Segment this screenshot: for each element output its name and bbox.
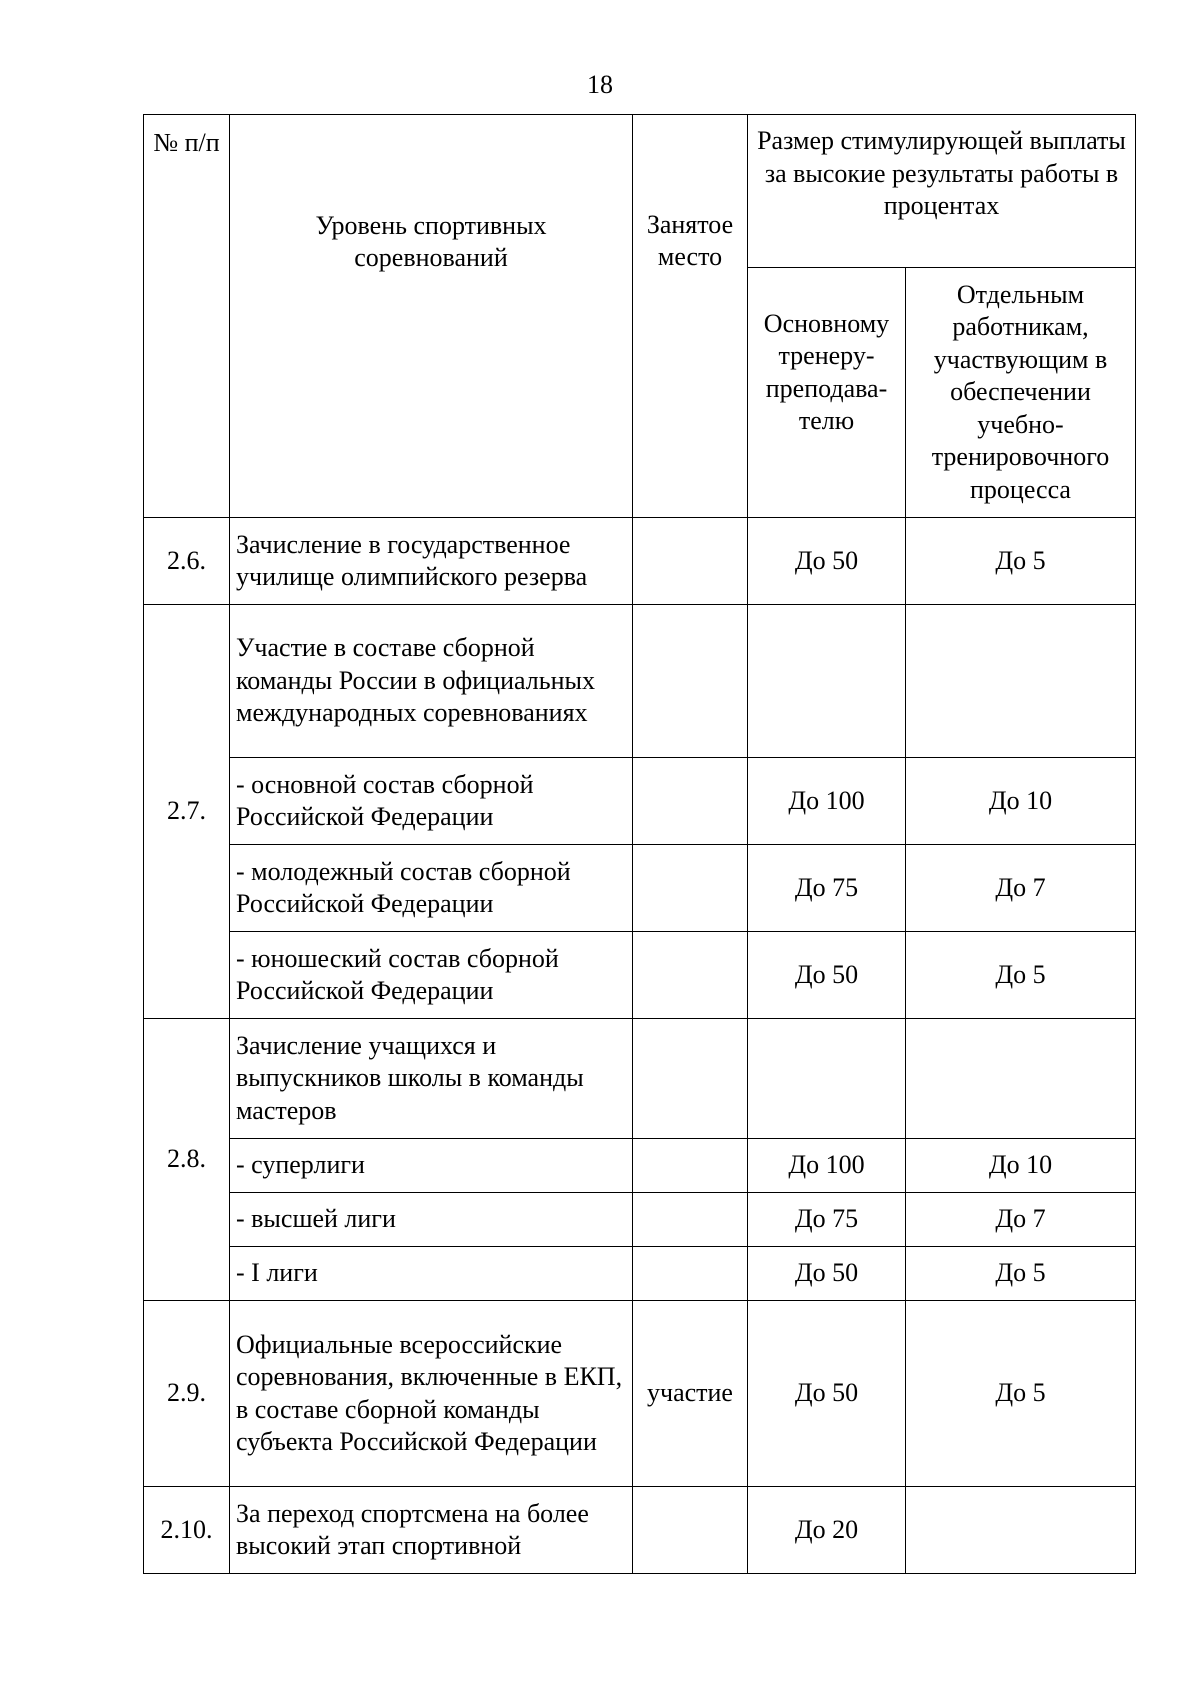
header-num: № п/п — [144, 115, 230, 518]
table-row — [144, 605, 1136, 758]
header-staff: Отдельным работникам, участвующим в обеспечении учебно-тренировочного процесса — [906, 268, 1136, 518]
row-num: 2.10. — [144, 1487, 230, 1574]
row-level: Участие в составе сборной команды России в официальных международных соревнованиях — [230, 605, 633, 758]
row-level: За переход спортсмена на более высокий этап спортивной — [230, 1487, 633, 1574]
row-level: Официальные всероссийские соревнования, включенные в ЕКП, в составе сборной команды субъекта Российской Федерации — [230, 1301, 633, 1487]
row-coach: До 100 — [748, 1139, 906, 1193]
row-place — [633, 1247, 748, 1301]
row-staff: До 5 — [906, 932, 1136, 1019]
row-staff — [906, 1487, 1136, 1574]
row-coach: До 50 — [748, 518, 906, 605]
header-level: Уровень спортивных соревнований — [230, 115, 633, 518]
row-staff: До 7 — [906, 845, 1136, 932]
row-place — [633, 845, 748, 932]
table-row — [144, 758, 1136, 845]
row-coach: До 50 — [748, 932, 906, 1019]
table-row — [144, 1301, 1136, 1487]
row-place — [633, 605, 748, 758]
table-row — [144, 845, 1136, 932]
row-place — [633, 1019, 748, 1139]
row-staff: До 7 — [906, 1193, 1136, 1247]
row-num: 2.7. — [144, 605, 230, 1019]
row-place — [633, 758, 748, 845]
row-num: 2.6. — [144, 518, 230, 605]
row-coach: До 50 — [748, 1301, 906, 1487]
header-size-group: Размер стимулирующей выплаты за высокие результаты работы в процентах — [748, 115, 1136, 268]
row-level: - основной состав сборной Российской Федерации — [230, 758, 633, 845]
header-place: Занятое место — [633, 115, 748, 518]
row-coach: До 75 — [748, 1193, 906, 1247]
row-place — [633, 1487, 748, 1574]
table-header-row — [144, 115, 1136, 268]
row-place: участие — [633, 1301, 748, 1487]
row-level: Зачисление учащихся и выпускников школы в команды мастеров — [230, 1019, 633, 1139]
row-place — [633, 518, 748, 605]
row-coach: До 100 — [748, 758, 906, 845]
row-level: - высшей лиги — [230, 1193, 633, 1247]
row-place — [633, 1139, 748, 1193]
row-level: - юношеский состав сборной Российской Федерации — [230, 932, 633, 1019]
table-row — [144, 1247, 1136, 1301]
row-staff: До 5 — [906, 518, 1136, 605]
row-coach — [748, 605, 906, 758]
row-level: - суперлиги — [230, 1139, 633, 1193]
row-level: - I лиги — [230, 1247, 633, 1301]
row-staff — [906, 1019, 1136, 1139]
row-staff: До 10 — [906, 1139, 1136, 1193]
table-row — [144, 1139, 1136, 1193]
row-level: Зачисление в государственное училище олимпийского резерва — [230, 518, 633, 605]
row-coach: До 20 — [748, 1487, 906, 1574]
table-row — [144, 932, 1136, 1019]
row-level: - молодежный состав сборной Российской Федерации — [230, 845, 633, 932]
header-coach: Основному тренеру-преподава-телю — [748, 268, 906, 518]
table-row — [144, 1487, 1136, 1574]
row-staff: До 5 — [906, 1301, 1136, 1487]
row-place — [633, 932, 748, 1019]
page-number: 18 — [587, 70, 613, 99]
row-staff — [906, 605, 1136, 758]
row-num: 2.8. — [144, 1019, 230, 1301]
row-num: 2.9. — [144, 1301, 230, 1487]
row-coach: До 75 — [748, 845, 906, 932]
table-row — [144, 1193, 1136, 1247]
table-row — [144, 1019, 1136, 1139]
row-staff: До 10 — [906, 758, 1136, 845]
payment-table — [143, 114, 1136, 1574]
row-place — [633, 1193, 748, 1247]
table-row — [144, 518, 1136, 605]
row-coach — [748, 1019, 906, 1139]
row-staff: До 5 — [906, 1247, 1136, 1301]
row-coach: До 50 — [748, 1247, 906, 1301]
